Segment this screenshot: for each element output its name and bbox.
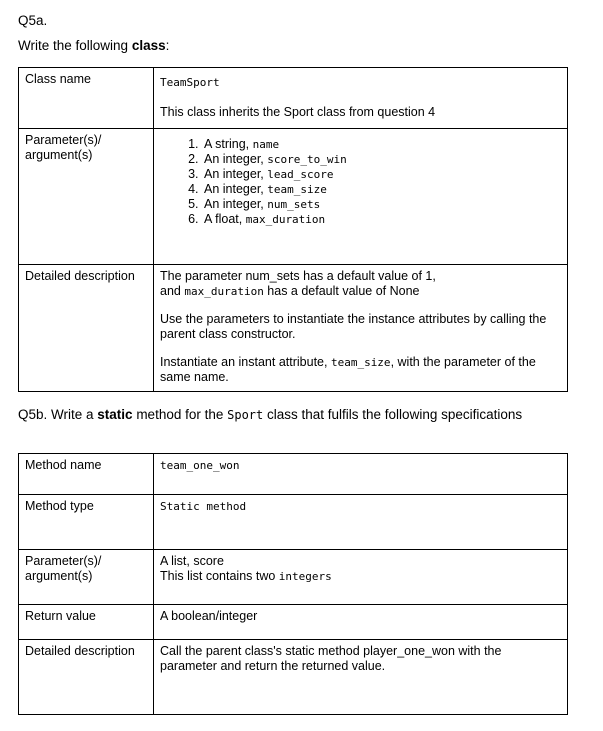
- class-name-value: TeamSport: [160, 76, 220, 89]
- parameter-item: [202, 212, 561, 227]
- parameter-item: [202, 197, 561, 212]
- parameter-type: A string,: [204, 137, 253, 151]
- parameters-row: [19, 129, 568, 265]
- parameter-name: num_sets: [267, 198, 321, 211]
- description-label: Detailed description: [19, 265, 154, 392]
- method-name-label: Method name: [19, 454, 154, 495]
- parameter-name: team_size: [267, 183, 327, 196]
- parameter-name: score_to_win: [267, 153, 347, 166]
- parameter-type: An integer,: [204, 152, 268, 166]
- q5a-title: Q5a.: [18, 13, 48, 28]
- desc-p1-code: max_duration: [184, 285, 264, 298]
- q5b-intro-bold: static: [97, 407, 133, 422]
- q5b-intro-code: Sport: [227, 408, 264, 422]
- method-type-value: Static method: [160, 500, 247, 513]
- parameter-type: A float,: [204, 212, 246, 226]
- method-type-cell: [154, 495, 568, 550]
- desc-p1-and: and: [160, 284, 185, 298]
- method-parameters-row: [19, 550, 568, 605]
- method-parameters-cell: [154, 550, 568, 605]
- q5a-intro-bold: class: [131, 38, 166, 53]
- desc-p1-line1: The parameter num_sets has a default value of 1,: [160, 269, 436, 283]
- parameters-label: Parameter(s)/ argument(s): [19, 129, 154, 265]
- method-type-row: [19, 495, 568, 550]
- method-name-value: team_one_won: [160, 459, 240, 472]
- method-name-row: [19, 454, 568, 495]
- parameters-list: [160, 137, 561, 227]
- desc-default-values: [160, 269, 561, 299]
- q5b-intro-end: class that fulfils the following specifications: [263, 407, 523, 422]
- parameter-type: An integer,: [204, 167, 268, 181]
- q5a-class-spec-table: [18, 67, 568, 392]
- desc-p3-end: , with the parameter of the same name.: [160, 355, 536, 384]
- class-name-label: Class name: [19, 68, 154, 129]
- desc-constructor: Use the parameters to instantiate the instance attributes by calling the parent class constructor.: [160, 312, 547, 341]
- parameter-type: An integer,: [204, 197, 268, 211]
- desc-p1-rest: has a default value of None: [263, 284, 420, 298]
- param-line-2-code: integers: [278, 570, 332, 583]
- desc-p3-start: Instantiate an instant attribute,: [160, 355, 331, 369]
- class-name-cell: [154, 68, 568, 129]
- q5a-intro: [18, 38, 169, 53]
- method-type-label: Method type: [19, 495, 154, 550]
- q5a-intro-prefix: Write the following: [18, 38, 132, 53]
- param-line-2: [160, 569, 561, 584]
- class-name-row: [19, 68, 568, 129]
- q5b-intro: [18, 407, 578, 423]
- return-value: A boolean/integer: [160, 609, 258, 623]
- parameter-item: [202, 182, 561, 197]
- desc-p3-code: team_size: [330, 356, 391, 369]
- method-description-cell: [154, 640, 568, 715]
- return-value-cell: [154, 605, 568, 640]
- q5b-intro-mid: method for the: [132, 407, 228, 422]
- method-parameters-label: Parameter(s)/ argument(s): [19, 550, 154, 605]
- parameter-item: [202, 137, 561, 152]
- param-line-2-text: This list contains two: [160, 569, 279, 583]
- parameter-item: [202, 167, 561, 182]
- parameter-type: An integer,: [204, 182, 268, 196]
- description-row: [19, 265, 568, 392]
- parameter-name: name: [252, 138, 280, 151]
- method-description-value: Call the parent class's static method player_one_won with the parameter and return the returned value.: [160, 644, 502, 673]
- parameter-name: lead_score: [267, 168, 334, 181]
- method-name-cell: [154, 454, 568, 495]
- return-value-row: [19, 605, 568, 640]
- q5b-method-spec-table: [18, 453, 568, 715]
- parameter-item: [202, 152, 561, 167]
- q5b-intro-start: Q5b. Write a: [18, 407, 98, 422]
- q5a-intro-suffix: :: [165, 38, 170, 53]
- method-description-label: Detailed description: [19, 640, 154, 715]
- inherits-note: This class inherits the Sport class from question 4: [160, 105, 436, 119]
- return-value-label: Return value: [19, 605, 154, 640]
- parameters-cell: [154, 129, 568, 265]
- method-description-row: [19, 640, 568, 715]
- parameter-name: max_duration: [245, 213, 326, 226]
- description-cell: [154, 265, 568, 392]
- param-line-1: A list, score: [160, 554, 224, 568]
- desc-team-size: [160, 355, 561, 385]
